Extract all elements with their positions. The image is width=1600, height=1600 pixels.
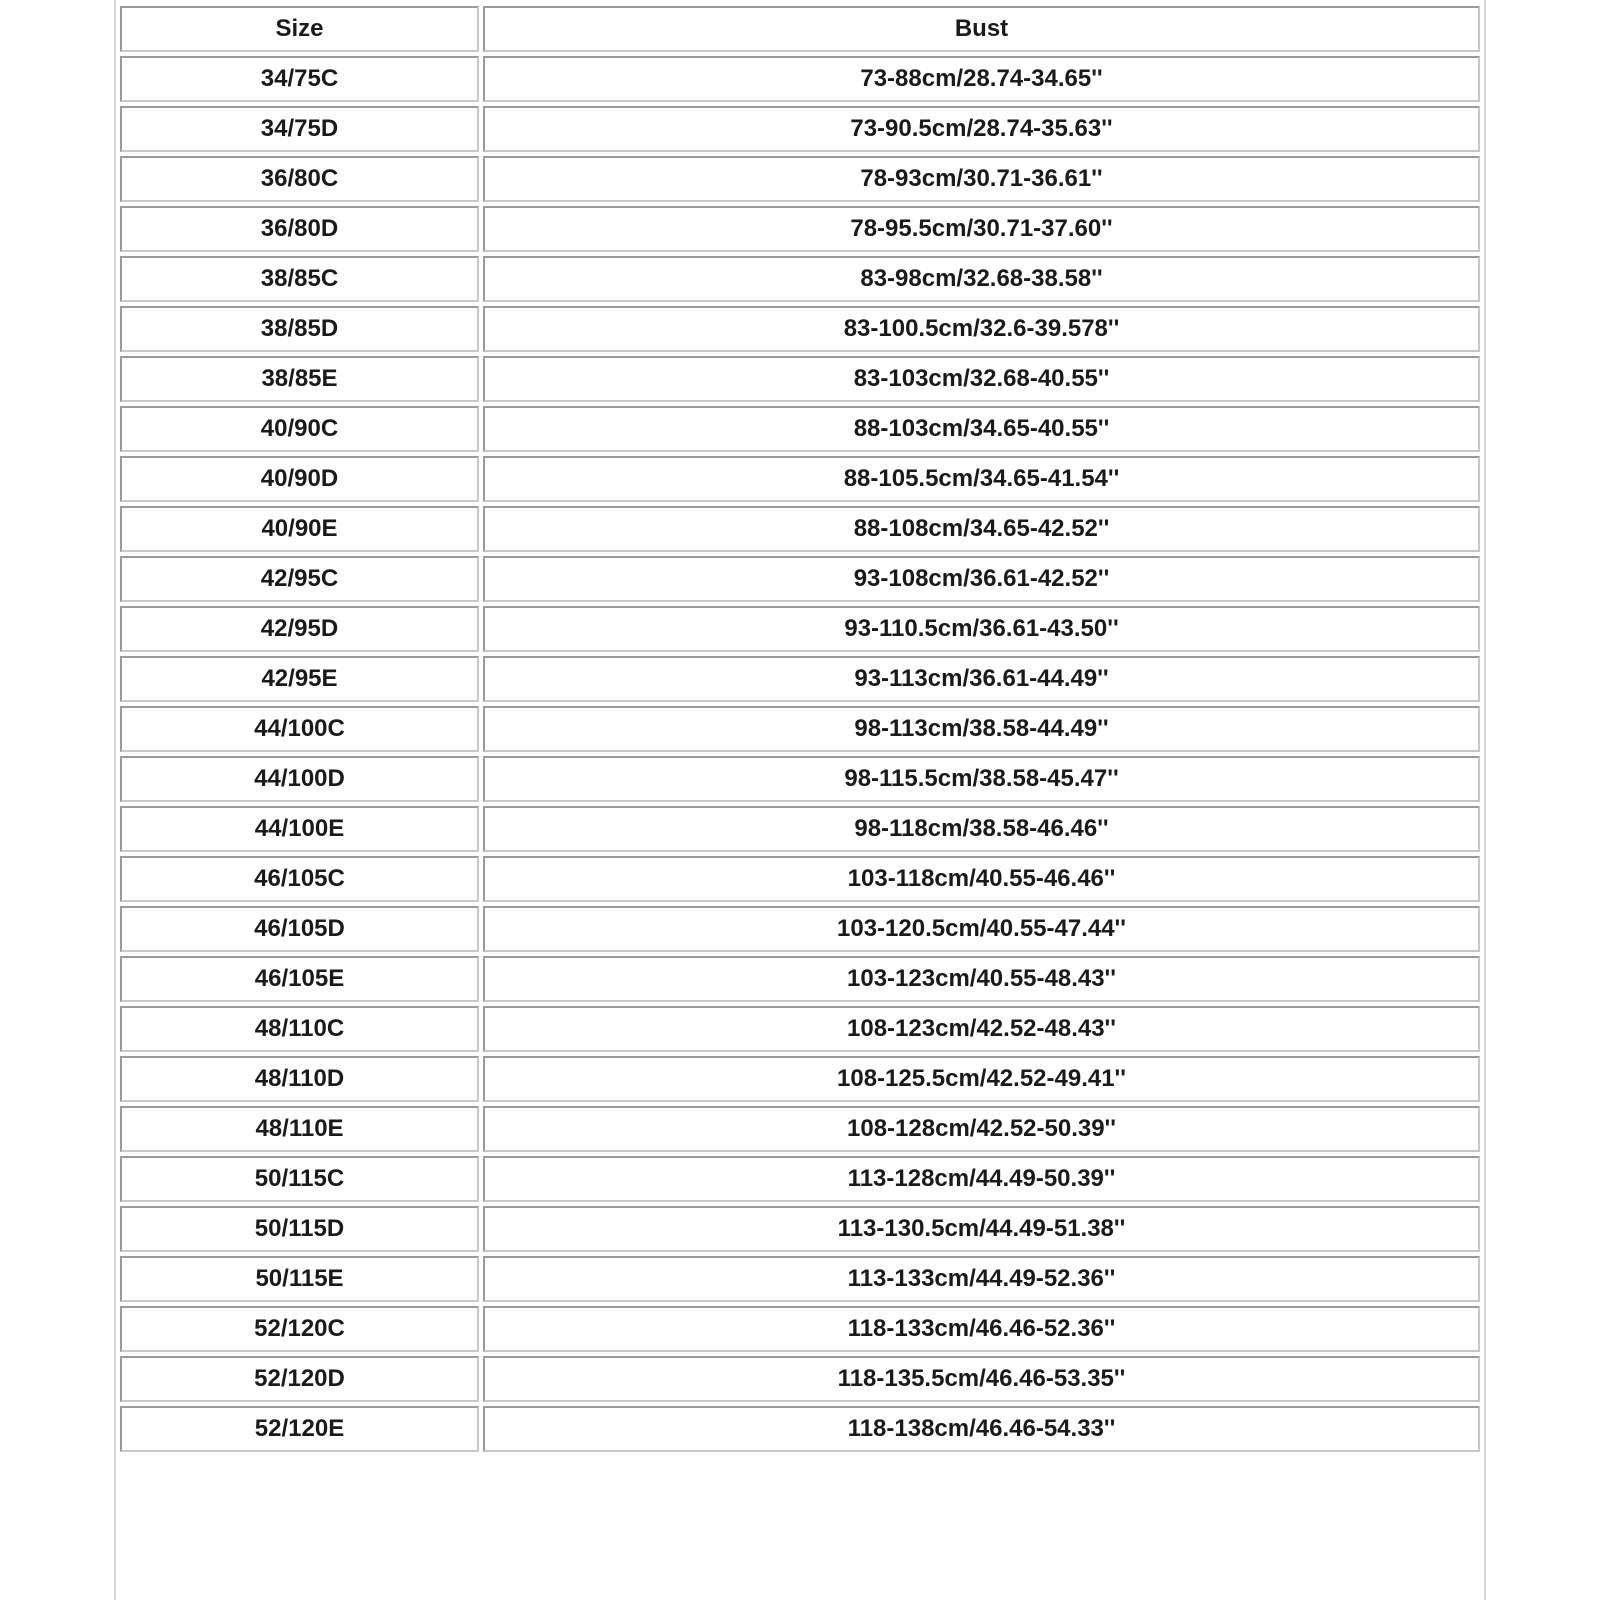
bust-cell: 88-105.5cm/34.65-41.54'' <box>483 456 1480 502</box>
size-cell: 46/105C <box>120 856 479 902</box>
table-row <box>120 856 1480 902</box>
table-row <box>120 356 1480 402</box>
size-cell: 50/115E <box>120 1256 479 1302</box>
bust-cell: 93-113cm/36.61-44.49'' <box>483 656 1480 702</box>
bust-cell: 98-118cm/38.58-46.46'' <box>483 806 1480 852</box>
size-cell: 38/85C <box>120 256 479 302</box>
bust-cell: 73-88cm/28.74-34.65'' <box>483 56 1480 102</box>
size-cell: 40/90E <box>120 506 479 552</box>
table-row <box>120 456 1480 502</box>
table-row <box>120 1056 1480 1102</box>
table-row <box>120 1206 1480 1252</box>
table-row <box>120 1106 1480 1152</box>
size-cell: 50/115C <box>120 1156 479 1202</box>
bust-cell: 108-125.5cm/42.52-49.41'' <box>483 1056 1480 1102</box>
size-cell: 42/95D <box>120 606 479 652</box>
bust-cell: 118-133cm/46.46-52.36'' <box>483 1306 1480 1352</box>
size-cell: 36/80C <box>120 156 479 202</box>
bust-cell: 103-118cm/40.55-46.46'' <box>483 856 1480 902</box>
table-row <box>120 156 1480 202</box>
bust-cell: 83-103cm/32.68-40.55'' <box>483 356 1480 402</box>
table-row <box>120 806 1480 852</box>
bust-cell: 113-130.5cm/44.49-51.38'' <box>483 1206 1480 1252</box>
table-row <box>120 606 1480 652</box>
bust-cell: 78-93cm/30.71-36.61'' <box>483 156 1480 202</box>
size-cell: 44/100D <box>120 756 479 802</box>
table-row <box>120 256 1480 302</box>
size-cell: 44/100C <box>120 706 479 752</box>
table-row <box>120 706 1480 752</box>
bust-cell: 113-133cm/44.49-52.36'' <box>483 1256 1480 1302</box>
size-cell: 38/85D <box>120 306 479 352</box>
size-chart-table <box>116 2 1484 1456</box>
bust-cell: 118-138cm/46.46-54.33'' <box>483 1406 1480 1452</box>
size-cell: 34/75C <box>120 56 479 102</box>
size-column-header: Size <box>120 6 479 52</box>
size-cell: 40/90D <box>120 456 479 502</box>
size-cell: 38/85E <box>120 356 479 402</box>
table-row <box>120 306 1480 352</box>
size-cell: 46/105E <box>120 956 479 1002</box>
bust-cell: 88-108cm/34.65-42.52'' <box>483 506 1480 552</box>
table-row <box>120 756 1480 802</box>
table-row <box>120 556 1480 602</box>
bust-cell: 118-135.5cm/46.46-53.35'' <box>483 1356 1480 1402</box>
table-row <box>120 56 1480 102</box>
bust-cell: 73-90.5cm/28.74-35.63'' <box>483 106 1480 152</box>
bust-column-header: Bust <box>483 6 1480 52</box>
table-row <box>120 1356 1480 1402</box>
size-cell: 50/115D <box>120 1206 479 1252</box>
table-row <box>120 506 1480 552</box>
bust-cell: 78-95.5cm/30.71-37.60'' <box>483 206 1480 252</box>
size-cell: 48/110E <box>120 1106 479 1152</box>
table-row <box>120 956 1480 1002</box>
bust-cell: 103-120.5cm/40.55-47.44'' <box>483 906 1480 952</box>
table-row <box>120 206 1480 252</box>
table-row <box>120 1156 1480 1202</box>
table-row <box>120 906 1480 952</box>
bust-cell: 93-110.5cm/36.61-43.50'' <box>483 606 1480 652</box>
table-body <box>120 56 1480 1452</box>
bust-cell: 83-100.5cm/32.6-39.578'' <box>483 306 1480 352</box>
size-cell: 48/110D <box>120 1056 479 1102</box>
size-cell: 52/120E <box>120 1406 479 1452</box>
bust-cell: 113-128cm/44.49-50.39'' <box>483 1156 1480 1202</box>
size-cell: 44/100E <box>120 806 479 852</box>
bust-cell: 88-103cm/34.65-40.55'' <box>483 406 1480 452</box>
size-cell: 42/95C <box>120 556 479 602</box>
bust-cell: 93-108cm/36.61-42.52'' <box>483 556 1480 602</box>
size-cell: 52/120D <box>120 1356 479 1402</box>
bust-cell: 108-123cm/42.52-48.43'' <box>483 1006 1480 1052</box>
table-row <box>120 1306 1480 1352</box>
bust-cell: 108-128cm/42.52-50.39'' <box>483 1106 1480 1152</box>
size-cell: 34/75D <box>120 106 479 152</box>
size-cell: 40/90C <box>120 406 479 452</box>
table-row <box>120 406 1480 452</box>
table-header-row <box>120 6 1480 52</box>
table-row <box>120 1406 1480 1452</box>
size-cell: 36/80D <box>120 206 479 252</box>
bust-cell: 103-123cm/40.55-48.43'' <box>483 956 1480 1002</box>
size-cell: 48/110C <box>120 1006 479 1052</box>
table-row <box>120 106 1480 152</box>
bust-cell: 98-115.5cm/38.58-45.47'' <box>483 756 1480 802</box>
size-cell: 42/95E <box>120 656 479 702</box>
size-cell: 52/120C <box>120 1306 479 1352</box>
table-row <box>120 656 1480 702</box>
bust-cell: 98-113cm/38.58-44.49'' <box>483 706 1480 752</box>
table-row <box>120 1006 1480 1052</box>
size-cell: 46/105D <box>120 906 479 952</box>
table-row <box>120 1256 1480 1302</box>
bust-cell: 83-98cm/32.68-38.58'' <box>483 256 1480 302</box>
